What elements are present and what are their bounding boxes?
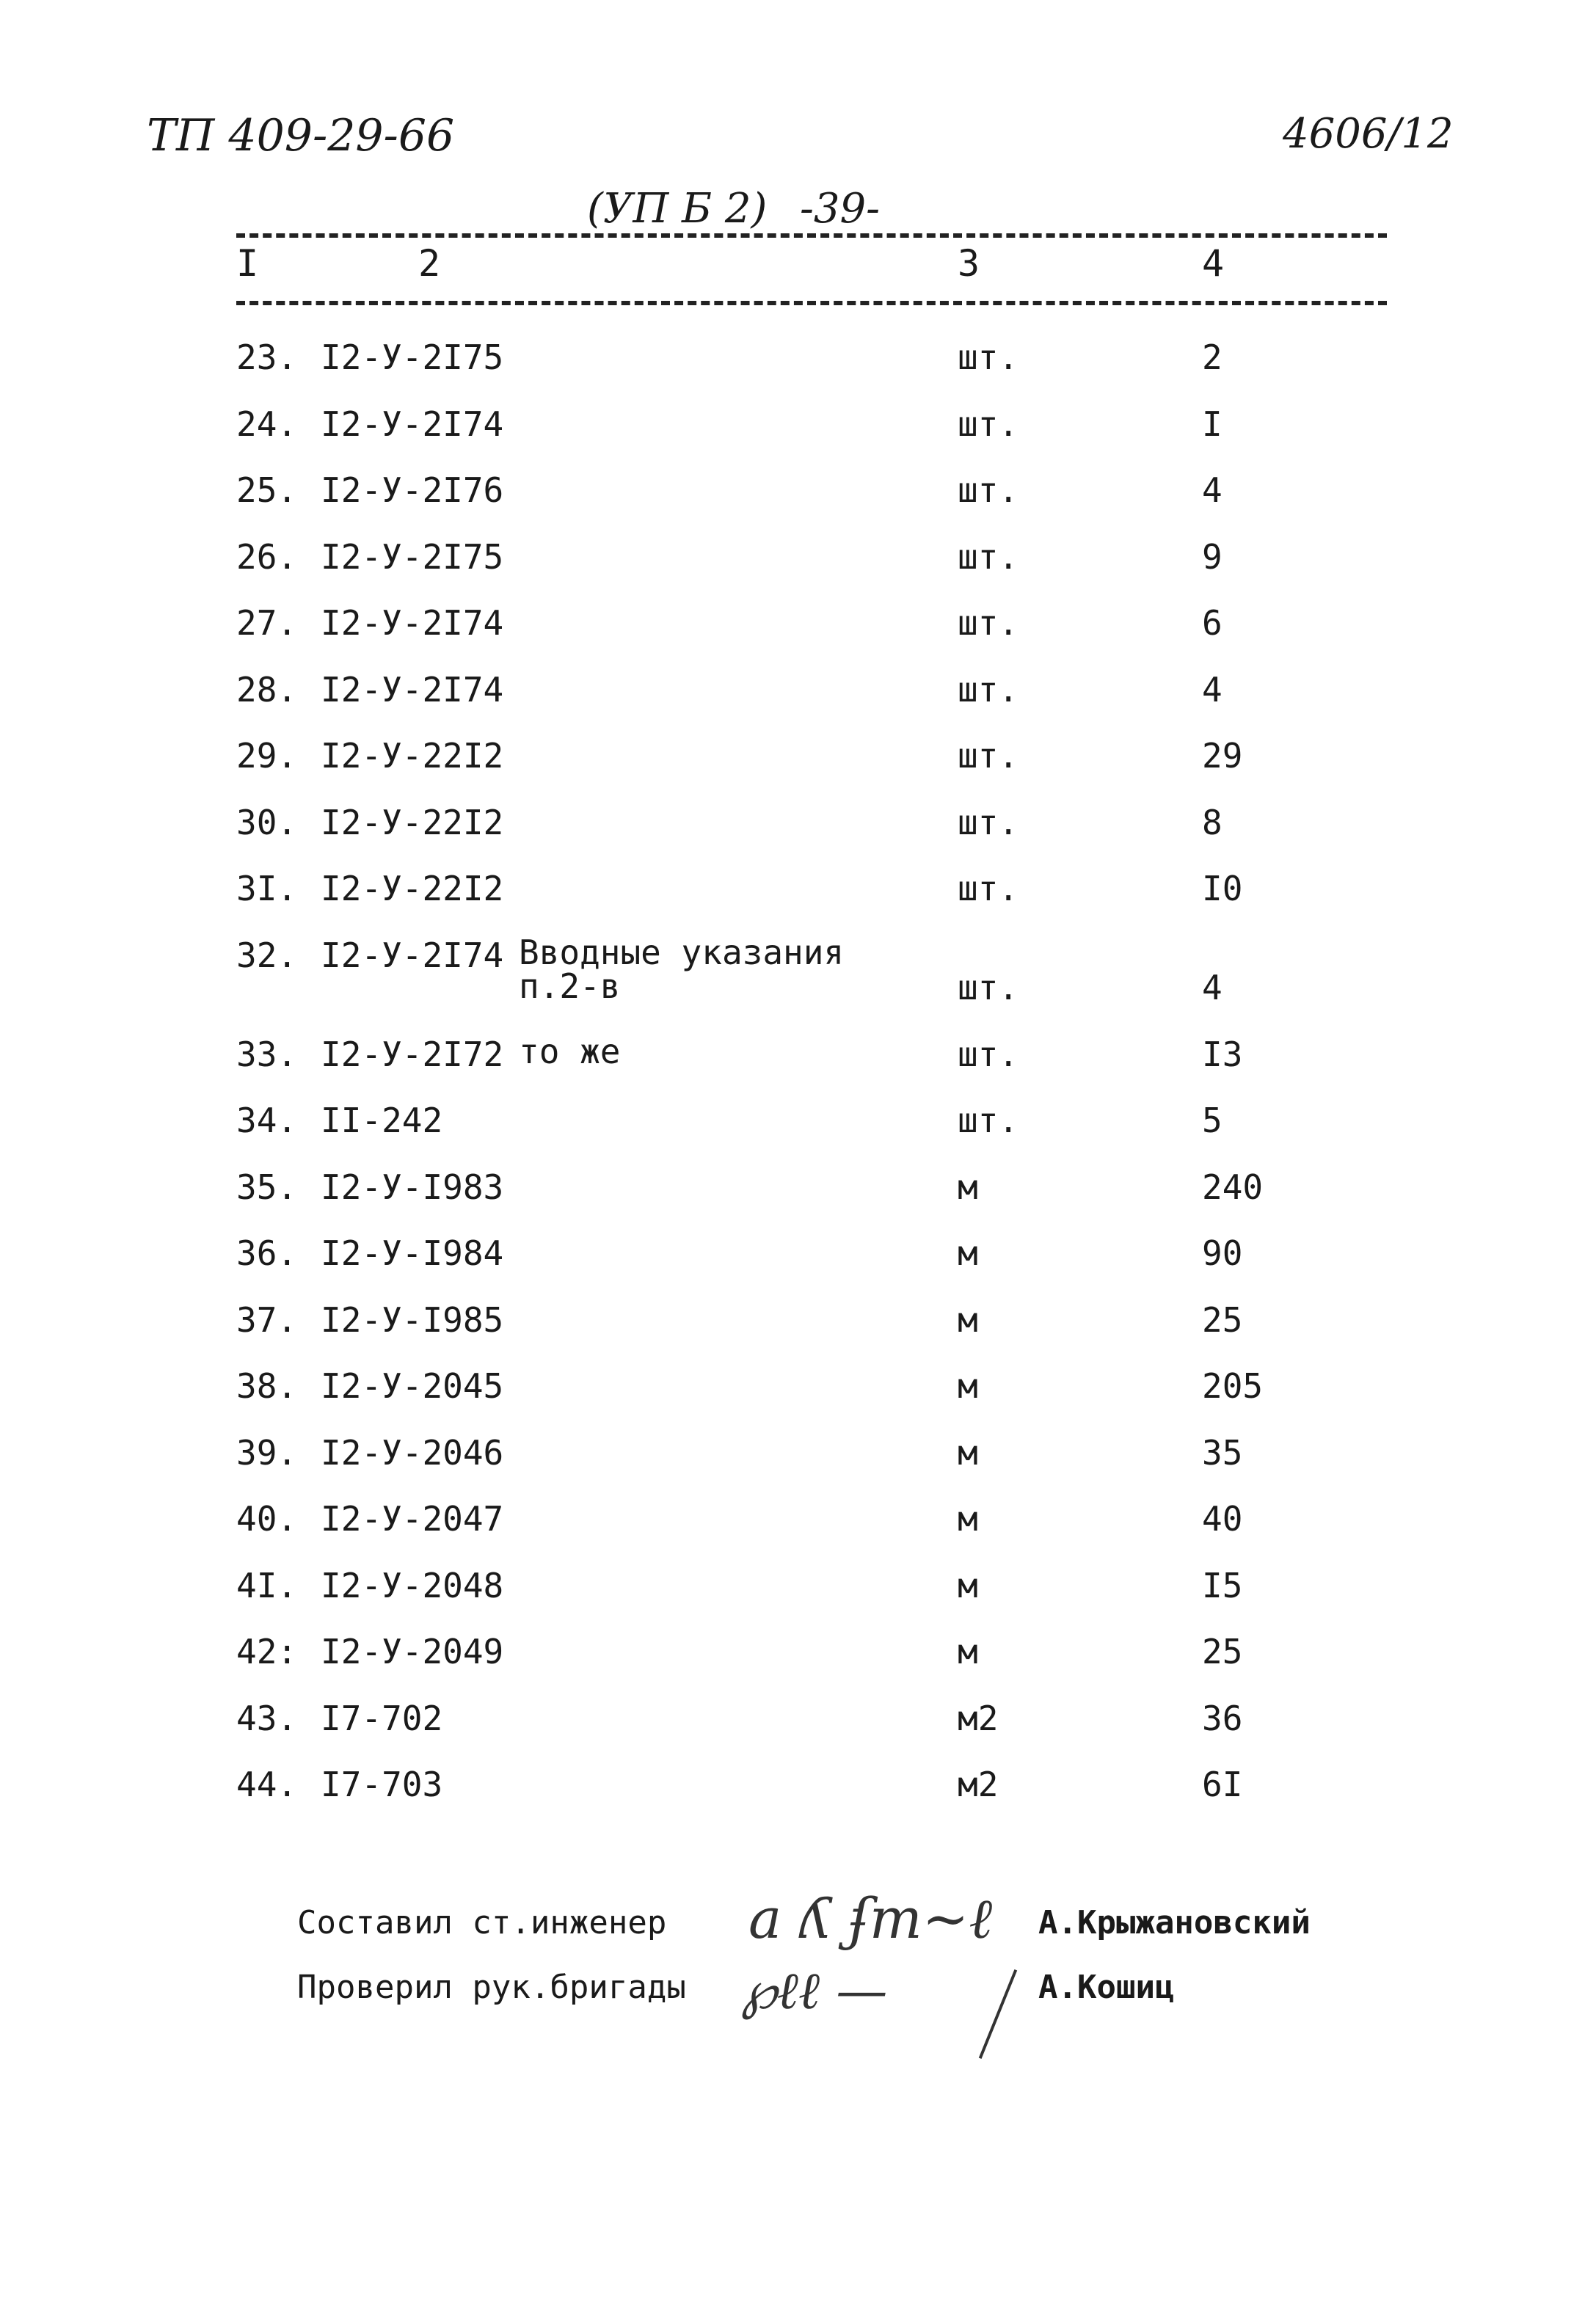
column-header-1: I (236, 242, 259, 285)
item-code: I2-У-22I2 (321, 802, 504, 842)
item-quantity: I5 (1202, 1565, 1243, 1605)
document-code: ТП 409-29-66 (147, 110, 455, 161)
item-unit: м2 (958, 1698, 999, 1738)
item-code: I7-703 (321, 1765, 443, 1804)
row-number: 35. (236, 1167, 298, 1207)
item-unit: шт. (958, 470, 1019, 510)
table-header-rule (236, 301, 1387, 305)
row-number: 4I. (236, 1565, 298, 1605)
compiled-name: А.Крыжановский (1038, 1904, 1311, 1941)
table-row (0, 470, 1596, 537)
table-row (0, 1167, 1596, 1234)
table-row (0, 1499, 1596, 1566)
item-unit: шт. (958, 536, 1019, 577)
item-code: I2-У-I985 (321, 1299, 504, 1340)
row-number: 43. (236, 1698, 298, 1738)
item-code: I2-У-2I74 (321, 603, 504, 643)
item-quantity: I3 (1202, 1034, 1243, 1074)
row-number: 44. (236, 1765, 298, 1804)
item-quantity: 9 (1202, 536, 1222, 577)
item-quantity: 4 (1202, 669, 1222, 710)
table-row (0, 1031, 1596, 1101)
checked-role: Проверил рук.бригады (297, 1969, 686, 2006)
item-quantity: 90 (1202, 1233, 1243, 1273)
item-unit: шт. (958, 404, 1019, 444)
table-row (0, 736, 1596, 803)
item-unit: м (958, 1366, 978, 1406)
item-unit: шт. (958, 869, 1019, 908)
item-quantity: 5 (1202, 1101, 1222, 1140)
item-code: I2-У-2045 (321, 1366, 504, 1406)
row-number: 39. (236, 1432, 298, 1473)
signature-checked: ℘ℓℓ — (741, 1961, 888, 2021)
item-code: I2-У-I984 (321, 1233, 504, 1273)
item-quantity: I (1202, 404, 1222, 444)
column-header-3: 3 (958, 242, 980, 285)
row-number: 36. (236, 1233, 298, 1273)
row-number: 37. (236, 1299, 298, 1340)
document-sheet-number: 4606/12 (1283, 110, 1454, 158)
item-note: то же (519, 1031, 621, 1071)
item-quantity: 25 (1202, 1632, 1243, 1671)
item-unit: шт. (958, 669, 1019, 710)
row-number: 25. (236, 470, 298, 510)
item-unit: шт. (958, 603, 1019, 643)
row-number: 33. (236, 1034, 298, 1074)
item-code: I2-У-22I2 (321, 869, 504, 908)
table-row (0, 603, 1596, 670)
row-number: 29. (236, 736, 298, 776)
table-row (0, 1632, 1596, 1699)
table-row (0, 1300, 1596, 1367)
table-row (0, 1699, 1596, 1765)
item-unit: шт. (958, 1034, 1019, 1074)
item-quantity: 4 (1202, 470, 1222, 510)
item-unit: м (958, 1499, 978, 1539)
row-number: 42: (236, 1632, 298, 1671)
item-code: I2-У-I983 (321, 1167, 504, 1207)
table-row (0, 1433, 1596, 1500)
row-number: 26. (236, 536, 298, 577)
item-unit: шт. (958, 802, 1019, 842)
signature-stroke (979, 1969, 1017, 2059)
table-row (0, 670, 1596, 737)
item-quantity: 240 (1202, 1167, 1264, 1207)
table-row (0, 1566, 1596, 1633)
item-unit: м (958, 1565, 978, 1605)
column-header-2: 2 (418, 242, 441, 285)
item-code: I2-У-2I75 (321, 536, 504, 577)
item-note: Вводные указания п.2-в (519, 932, 845, 1006)
item-quantity: 4 (1202, 967, 1222, 1007)
table-row (0, 932, 1596, 1035)
item-code: I2-У-2I74 (321, 669, 504, 710)
sheet-label: (УП Б 2) (587, 185, 768, 233)
table-row (0, 338, 1596, 404)
row-number: 32. (236, 935, 298, 975)
item-code: I2-У-2I74 (321, 935, 504, 975)
item-quantity: 29 (1202, 736, 1243, 776)
row-number: 27. (236, 603, 298, 643)
column-header-4: 4 (1202, 242, 1225, 285)
item-code: I2-У-2I75 (321, 338, 504, 377)
signature-compiled: a ʎ ʄm~ℓ (748, 1886, 993, 1951)
item-unit: шт. (958, 736, 1019, 776)
item-quantity: 8 (1202, 802, 1222, 842)
item-quantity: 35 (1202, 1432, 1243, 1473)
row-number: 23. (236, 338, 298, 377)
table-row (0, 803, 1596, 869)
item-code: I2-У-2049 (321, 1632, 504, 1671)
item-unit: шт. (958, 967, 1019, 1007)
item-code: I2-У-2046 (321, 1432, 504, 1473)
item-code: I2-У-22I2 (321, 736, 504, 776)
table-row (0, 404, 1596, 471)
table-row (0, 1101, 1596, 1167)
item-quantity: 205 (1202, 1366, 1264, 1406)
item-unit: шт. (958, 1101, 1019, 1140)
checked-name: А.Кошиц (1038, 1969, 1175, 2006)
item-code: I2-У-2048 (321, 1565, 504, 1605)
item-quantity: 36 (1202, 1698, 1243, 1738)
item-quantity: 6I (1202, 1765, 1243, 1804)
item-unit: м (958, 1167, 978, 1207)
item-code: I7-702 (321, 1698, 443, 1738)
compiled-role: Составил ст.инженер (297, 1904, 667, 1941)
page-number: -39- (800, 185, 881, 233)
table-body (0, 338, 1596, 1831)
item-code: I2-У-2I74 (321, 404, 504, 444)
item-code: I2-У-2I72 (321, 1034, 504, 1074)
row-number: 30. (236, 802, 298, 842)
row-number: 3I. (236, 869, 298, 908)
item-unit: шт. (958, 338, 1019, 377)
row-number: 40. (236, 1499, 298, 1539)
row-number: 28. (236, 669, 298, 710)
item-code: I2-У-2047 (321, 1499, 504, 1539)
row-number: 38. (236, 1366, 298, 1406)
item-code: II-242 (321, 1101, 443, 1140)
table-row (0, 1233, 1596, 1300)
table-row (0, 869, 1596, 936)
item-unit: м (958, 1632, 978, 1671)
item-unit: м2 (958, 1765, 999, 1804)
item-unit: м (958, 1432, 978, 1473)
item-quantity: 25 (1202, 1299, 1243, 1340)
item-unit: м (958, 1233, 978, 1273)
item-quantity: I0 (1202, 869, 1243, 908)
item-quantity: 2 (1202, 338, 1222, 377)
table-row (0, 537, 1596, 604)
item-quantity: 6 (1202, 603, 1222, 643)
item-code: I2-У-2I76 (321, 470, 504, 510)
table-row (0, 1366, 1596, 1433)
row-number: 34. (236, 1101, 298, 1140)
row-number: 24. (236, 404, 298, 444)
item-quantity: 40 (1202, 1499, 1243, 1539)
table-row (0, 1765, 1596, 1831)
item-unit: м (958, 1299, 978, 1340)
table-top-rule (236, 233, 1387, 238)
